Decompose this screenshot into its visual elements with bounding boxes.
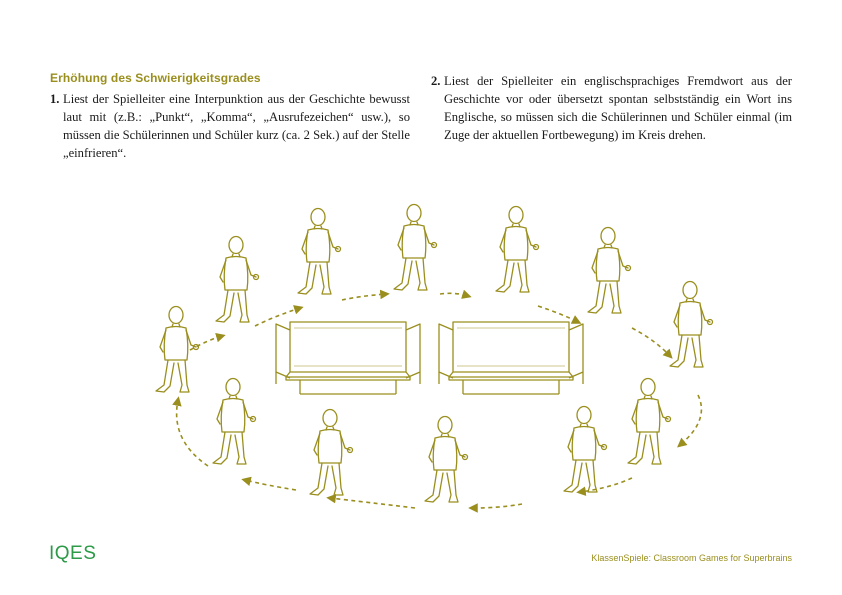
children-walking-around-tables-illustration	[150, 190, 730, 520]
iqes-logo: IQES	[49, 543, 97, 564]
section-heading: Erhöhung des Schwierigkeitsgrades	[50, 71, 261, 85]
rule-2-number: 2.	[431, 74, 441, 88]
rule-1-number: 1.	[50, 92, 60, 106]
footer-title: KlassenSpiele: Classroom Games for Superbrains	[591, 553, 792, 563]
rule-2-text: Liest der Spielleiter ein englischsprachiges Fremdwort aus der Geschichte vor oder übersetzt spontan selbstständig ein Wort ins Englische, so müssen sich die Schülerinnen und Schüler einmal (im Zuge der aktuellen Fortbewegung) im Kreis drehen.	[444, 74, 792, 142]
rule-1-text: Liest der Spielleiter eine Interpunktion aus der Geschichte bewusst laut mit (z.B.: „Punkt“, „Komma“, „Ausrufezeichen“ usw.), so müssen die Schülerinnen und Schüler kurz (ca. 2 Sek.) auf der Stelle „einfrieren“.	[63, 92, 410, 160]
